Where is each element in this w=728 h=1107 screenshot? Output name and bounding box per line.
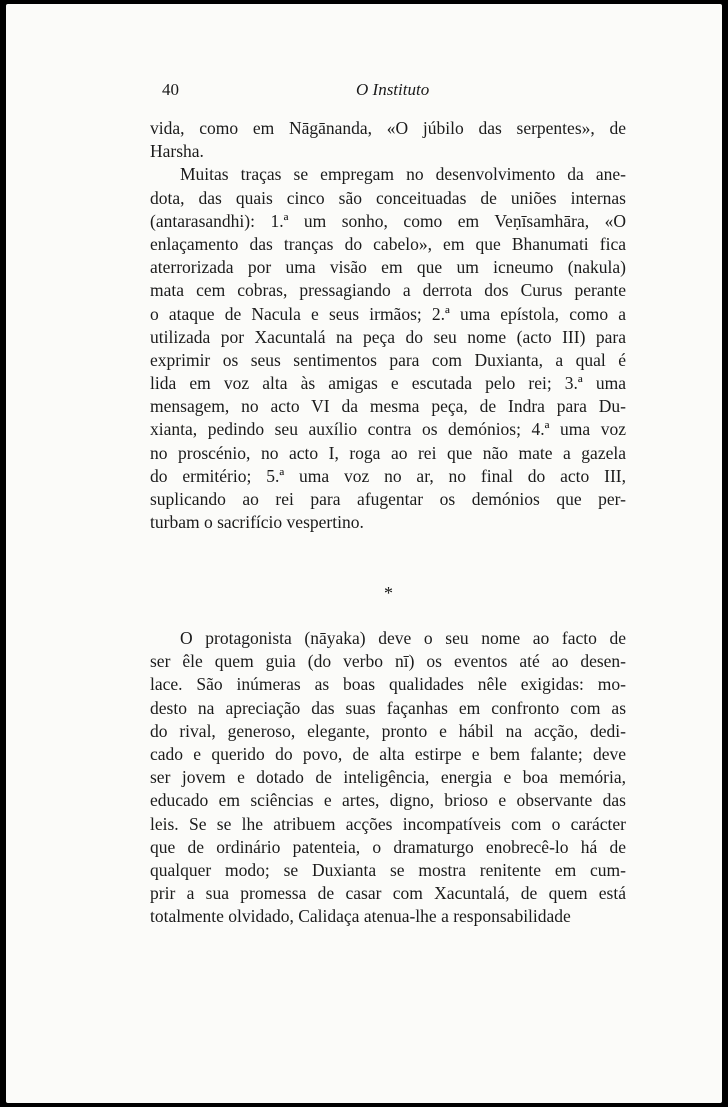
text-line: aterrorizada por uma visão em que um icneumo (nakula)	[150, 257, 626, 278]
text-line: enlaçamento das tranças do cabelo», em que Bhanumati fica	[150, 233, 626, 254]
paragraph-1	[150, 117, 626, 163]
text-line: vida, como em Nāgānanda, «O júbilo das serpentes», de	[150, 118, 626, 138]
body-text-bottom	[150, 627, 626, 928]
page-number: 40	[162, 80, 179, 99]
text-line: que de ordinário patenteia, o dramaturgo enobrecê-lo há de	[150, 836, 626, 857]
text-line: O protagonista (nāyaka) deve o seu nome ao facto de	[180, 628, 626, 648]
section-separator: *	[384, 583, 393, 603]
text-line: lace. São inúmeras as boas qualidades nêle exigidas: mo-	[150, 674, 626, 695]
text-line: do ermitério; 5.ª uma voz no ar, no final do acto III,	[150, 465, 626, 486]
text-line: Muitas traças se empregam no desenvolvimento da ane-	[180, 164, 626, 185]
text-line: utilizada por Xacuntalá na peça do seu nome (acto III) para	[150, 326, 626, 347]
text-line: suplicando ao rei para afugentar os demónios que per-	[150, 489, 626, 509]
text-line: leis. Se se lhe atribuem acções incompatíveis com o carácter	[150, 813, 626, 834]
text-line: o ataque de Nacula e seus irmãos; 2.ª uma epístola, como a	[150, 303, 626, 324]
text-line: (antarasandhi): 1.ª um sonho, como em Veṇīsamhāra, «O	[150, 210, 626, 231]
paragraph-3	[150, 627, 626, 928]
text-line: no proscénio, no acto I, roga ao rei que não mate a gazela	[150, 442, 626, 463]
body-text-top	[150, 117, 626, 534]
text-line: xianta, pedindo seu auxílio contra os demónios; 4.ª uma voz	[150, 419, 626, 440]
text-line: Harsha.	[150, 141, 204, 162]
text-line: ser jovem e dotado de inteligência, energia e boa memória,	[150, 767, 626, 788]
text-line: lida em voz alta às amigas e escutada pelo rei; 3.ª uma	[150, 373, 626, 394]
running-title: O Instituto	[356, 80, 430, 99]
text-line: exprimir os seus sentimentos para com Duxianta, a qual é	[150, 349, 626, 370]
text-line: ser êle quem guia (do verbo nī) os eventos até ao desen-	[150, 651, 626, 672]
text-line: educado em sciências e artes, digno, brioso e observante das	[150, 790, 626, 811]
text-line: do rival, generoso, elegante, pronto e hábil na acção, dedi-	[150, 720, 626, 741]
text-line: mensagem, no acto VI da mesma peça, de Indra para Du-	[150, 396, 626, 417]
text-line: cado e querido do povo, de alta estirpe e bem falante; deve	[150, 743, 626, 764]
paragraph-2	[150, 163, 626, 534]
text-line: totalmente olvidado, Calidaça atenua-lhe a responsabilidade	[150, 906, 571, 927]
text-line: mata cem cobras, pressagiando a derrota dos Curus perante	[150, 280, 626, 301]
text-line: qualquer modo; se Duxianta se mostra renitente em cum-	[150, 859, 626, 880]
text-line: desto na apreciação das suas façanhas em confronto com as	[150, 697, 626, 718]
text-line: dota, das quais cinco são conceituadas de uniões internas	[150, 187, 626, 208]
text-line: turbam o sacrifício vespertino.	[150, 512, 364, 533]
text-line: prir a sua promessa de casar com Xacuntalá, de quem está	[150, 883, 626, 904]
